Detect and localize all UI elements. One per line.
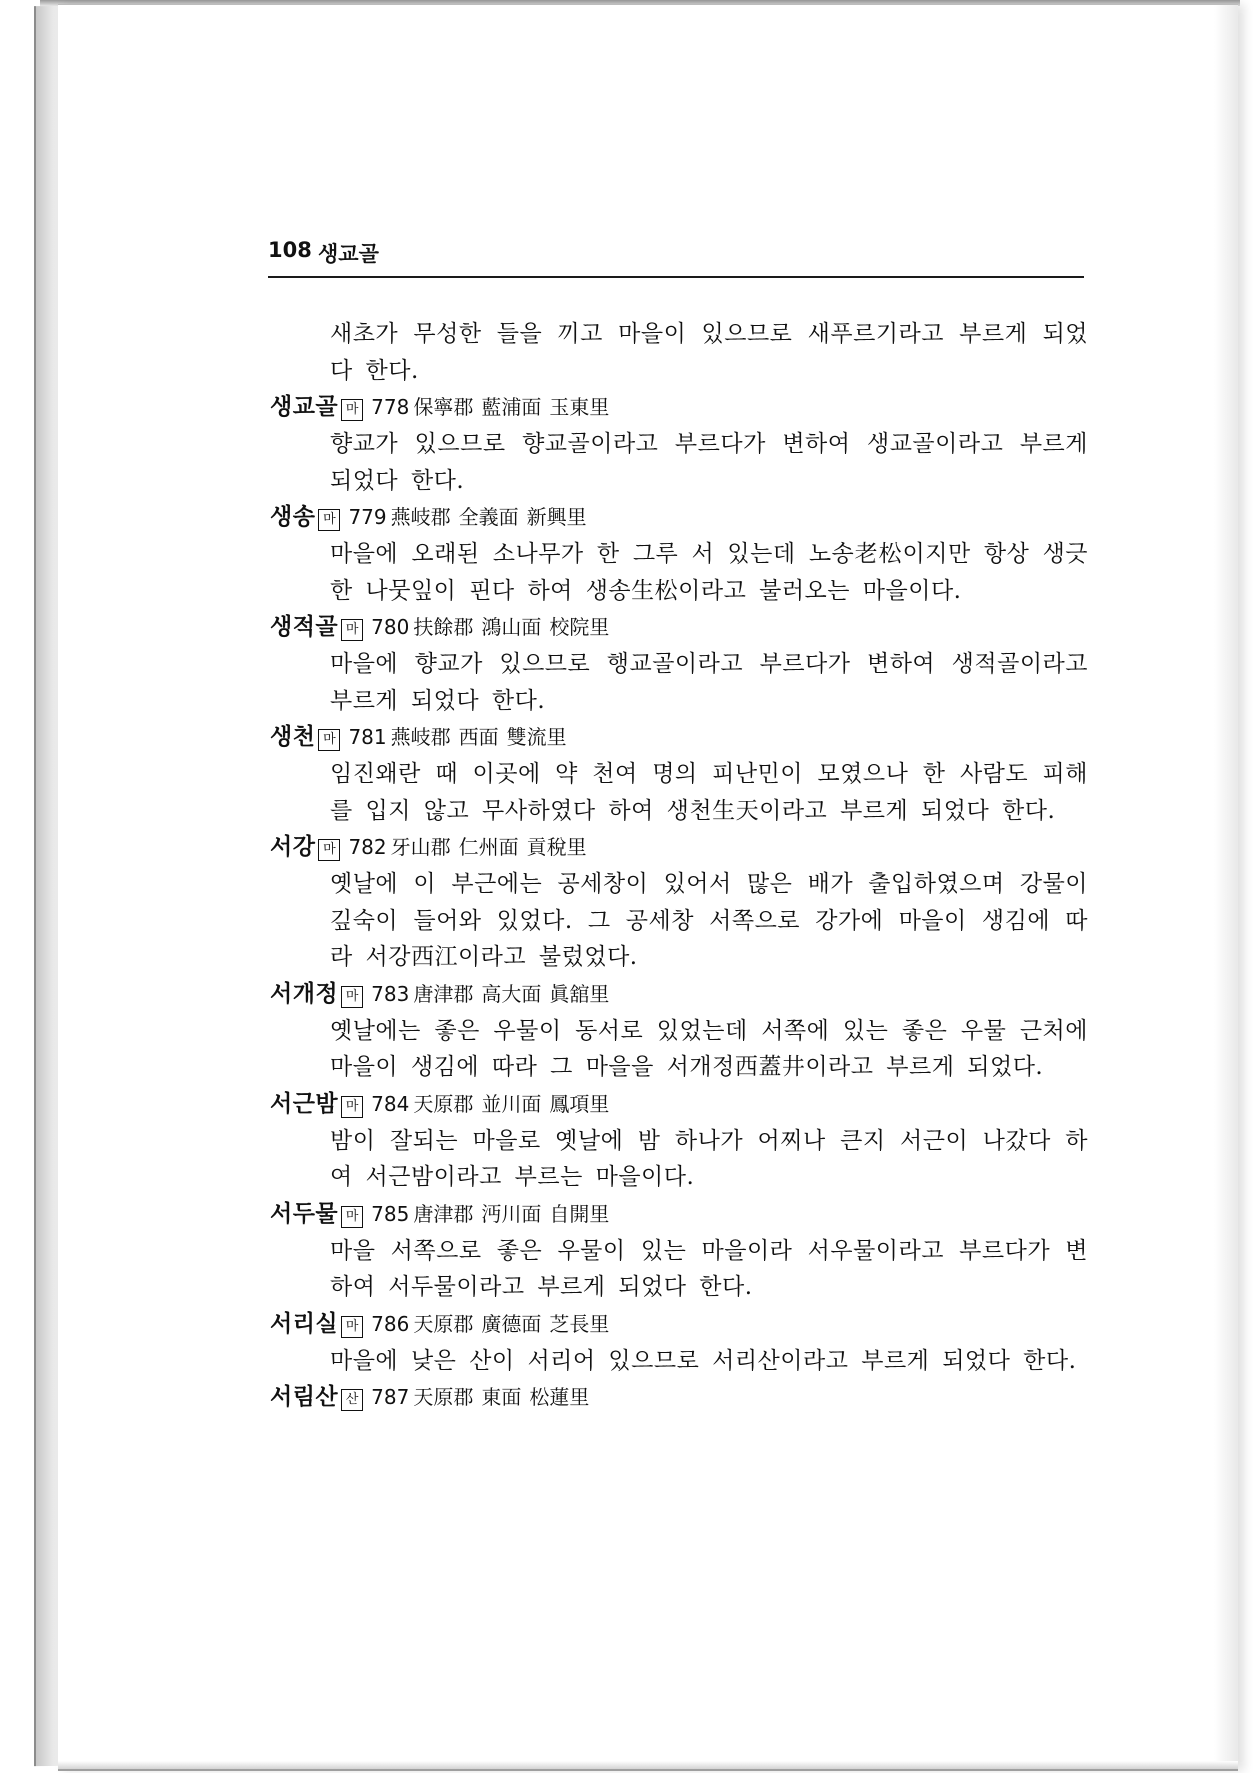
dictionary-entry: [270, 976, 1088, 1086]
entry-township: 鴻山面: [481, 615, 542, 639]
entry-village: 雙流里: [506, 725, 567, 749]
entry-village: 貢稅里: [526, 835, 587, 859]
entry-village: 玉東里: [549, 395, 610, 419]
entry-headword: 서두물: [270, 1200, 339, 1227]
category-box-icon: 마: [318, 509, 340, 531]
entry-village: 眞舘里: [549, 981, 610, 1006]
entry-number: 786: [371, 1311, 410, 1336]
dictionary-entry: [270, 1306, 1088, 1380]
entry-township: 仁州面: [458, 835, 519, 859]
entry-township: 廣德面: [481, 1311, 542, 1336]
continued-entry-text: 새초가 무성한 들을 끼고 마을이 있으므로 새푸르기라고 부르게 되었다 한다.: [330, 321, 1088, 384]
entry-headword: 생적골: [270, 614, 339, 640]
entry-heading: [270, 499, 1088, 536]
entry-county: 燕岐郡: [390, 505, 451, 529]
entry-heading: [270, 1379, 1088, 1416]
entry-number: 784: [371, 1091, 410, 1116]
entry-village: 松蓮里: [529, 1385, 590, 1409]
running-title: 생교골: [318, 242, 379, 266]
entry-township: 西面: [458, 725, 499, 749]
category-box-icon: 마: [341, 1096, 363, 1118]
entry-description: 마을 서쪽으로 좋은 우물이 있는 마을이라 서우물이라고 부르다가 변하여 서두물이라고 부르게 되었다 한다.: [330, 1237, 1088, 1300]
entry-headword: 서리실: [270, 1310, 339, 1337]
entry-description: 마을에 낮은 산이 서리어 있으므로 서리산이라고 부르게 되었다 한다.: [330, 1347, 1077, 1374]
page-right-edge: [1214, 5, 1238, 1769]
category-box-icon: 마: [341, 619, 363, 641]
entry-heading: [270, 1086, 1088, 1123]
entry-number: 781: [348, 725, 387, 749]
entry-headword: 생교골: [270, 394, 339, 420]
entry-description: 향교가 있으므로 향교골이라고 부르다가 변하여 생교골이라고 부르게 되었다 한다.: [330, 431, 1088, 494]
entry-number: 783: [371, 981, 410, 1006]
entry-description: 옛날에 이 부근에는 공세창이 있어서 많은 배가 출입하였으며 강물이 깊숙이 들어와 있었다. 그 공세창 서쪽으로 강가에 마을이 생김에 따라 서강西江이라고 불렀었다.: [330, 871, 1088, 970]
entry-county: 牙山郡: [390, 835, 451, 859]
entry-heading: [270, 976, 1088, 1013]
entry-village: 鳳項里: [549, 1091, 610, 1116]
dictionary-entry: [270, 499, 1088, 609]
entry-headword: 생천: [270, 724, 316, 750]
entry-number: 779: [348, 505, 387, 529]
dictionary-entry: [270, 1196, 1088, 1306]
dictionary-entry: [270, 829, 1088, 976]
entry-description: 밤이 잘되는 마을로 옛날에 밤 하나가 어찌나 큰지 서근이 나갔다 하여 서근밤이라고 부르는 마을이다.: [330, 1127, 1088, 1190]
entry-headword: 생송: [270, 504, 316, 530]
entry-number: 778: [371, 395, 410, 419]
entry-county: 扶餘郡: [413, 615, 474, 639]
entry-township: 並川面: [481, 1091, 542, 1116]
entry-description: 마을에 향교가 있으므로 행교골이라고 부르다가 변하여 생적골이라고 부르게 되었다 한다.: [330, 651, 1088, 714]
entry-heading: [270, 1306, 1088, 1343]
category-box-icon: 마: [341, 986, 363, 1008]
entry-township: 全義面: [458, 505, 519, 529]
entry-village: 自開里: [549, 1201, 610, 1226]
entry-township: 藍浦面: [481, 395, 542, 419]
entry-county: 唐津郡: [413, 1201, 474, 1226]
entry-county: 燕岐郡: [390, 725, 451, 749]
entry-number: 785: [371, 1201, 410, 1226]
entry-headword: 서근밤: [270, 1090, 339, 1117]
category-box-icon: 마: [318, 729, 340, 751]
entry-county: 天原郡: [413, 1311, 474, 1336]
dictionary-entry: [270, 1379, 1088, 1416]
page-content: [270, 316, 1088, 1416]
entry-township: 東面: [481, 1385, 522, 1409]
entry-county: 天原郡: [413, 1091, 474, 1116]
category-box-icon: 마: [341, 1206, 363, 1228]
dictionary-entry: [270, 609, 1088, 719]
category-box-icon: 마: [341, 399, 363, 421]
entry-county: 天原郡: [413, 1385, 474, 1409]
entry-county: 保寧郡: [413, 395, 474, 419]
entry-heading: [270, 389, 1088, 426]
dictionary-entry: [270, 389, 1088, 499]
dictionary-entry: [270, 719, 1088, 829]
entry-heading: [270, 719, 1088, 756]
page-bottom-edge: [58, 1761, 1238, 1769]
entry-description: 마을에 오래된 소나무가 한 그루 서 있는데 노송老松이지만 항상 생긋한 나뭇잎이 핀다 하여 생송生松이라고 불러오는 마을이다.: [330, 541, 1088, 604]
category-box-icon: 마: [341, 1316, 363, 1338]
page-number: 108: [268, 238, 312, 262]
dictionary-entry: [270, 1086, 1088, 1196]
entry-township: 沔川面: [481, 1201, 542, 1226]
entry-village: 芝長里: [549, 1311, 610, 1336]
entry-township: 高大面: [481, 981, 542, 1006]
entry-description: 옛날에는 좋은 우물이 동서로 있었는데 서쪽에 있는 좋은 우물 근처에 마을이 생김에 따라 그 마을을 서개정西蓋井이라고 부르게 되었다.: [330, 1017, 1088, 1080]
entry-heading: [270, 1196, 1088, 1233]
category-box-icon: 산: [341, 1389, 363, 1411]
entry-number: 782: [348, 835, 387, 859]
entry-village: 新興里: [526, 505, 587, 529]
entry-heading: [270, 829, 1088, 866]
entry-headword: 서개정: [270, 980, 339, 1007]
entry-number: 787: [371, 1385, 410, 1409]
entry-headword: 서강: [270, 834, 316, 860]
category-box-icon: 마: [318, 839, 340, 861]
entry-heading: [270, 609, 1088, 646]
entry-description: 임진왜란 때 이곳에 약 천여 명의 피난민이 모였으나 한 사람도 피해를 입지 않고 무사하였다 하여 생천生天이라고 부르게 되었다 한다.: [330, 761, 1088, 824]
entry-county: 唐津郡: [413, 981, 474, 1006]
entry-village: 校院里: [549, 615, 610, 639]
entry-number: 780: [371, 615, 410, 639]
running-header: [268, 236, 1084, 278]
entry-headword: 서림산: [270, 1384, 339, 1410]
